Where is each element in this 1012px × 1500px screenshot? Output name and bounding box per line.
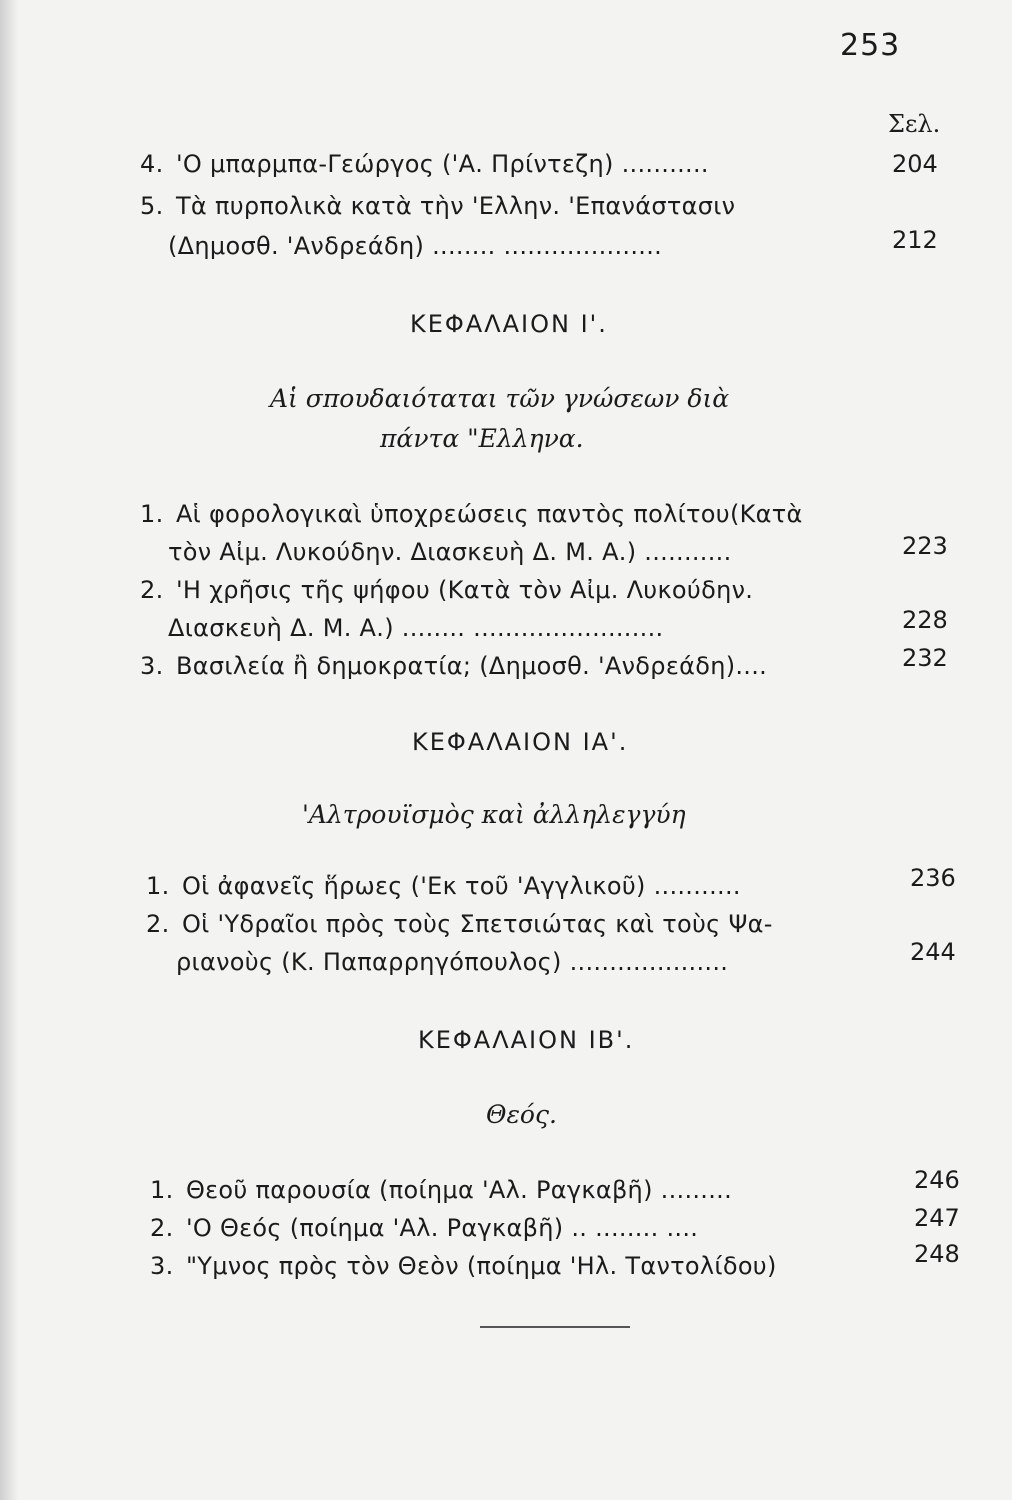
entry-text: 'Η χρῆσις τῆς ψήφου (Κατὰ τὸν Αἰμ. Λυκούδην. [175, 576, 754, 604]
chapter-subtitle: Θεός. [486, 1100, 557, 1129]
entry-page: 244 [910, 938, 956, 966]
entry-text: Αἱ φορολογικαὶ ὑποχρεώσεις παντὸς πολίτου(Κατὰ [175, 500, 803, 528]
entry-text: Θεοῦ παρουσία (ποίημα 'Αλ. Ραγκαβῆ) ......... [185, 1176, 733, 1204]
entry-page: 228 [902, 606, 948, 634]
entry-text: Βασιλεία ἢ δημοκρατία; (Δημοσθ. 'Ανδρεάδη).... [175, 652, 768, 680]
entry-page: 204 [892, 150, 938, 178]
toc-entry [140, 192, 735, 220]
chapter-heading: ΚΕΦΑΛΑΙΟΝ ΙΑ'. [412, 728, 629, 756]
scan-edge [0, 0, 18, 1500]
page-column-label: Σελ. [888, 110, 941, 138]
entry-number: 2. [140, 576, 164, 604]
entry-number: 1. [140, 500, 164, 528]
entry-page: 236 [910, 864, 956, 892]
entry-text: Οἱ 'Υδραῖοι πρὸς τοὺς Σπετσιώτας καὶ τοὺς Ψα- [181, 910, 773, 938]
entry-page: 248 [914, 1240, 960, 1268]
entry-text-continued: Διασκευὴ Δ. Μ. Α.) ........ ........................ [168, 614, 664, 642]
entry-text: 'Ο Θεός (ποίημα 'Αλ. Ραγκαβῆ) .. ........ .... [185, 1214, 699, 1242]
toc-entry [150, 1252, 777, 1280]
toc-entry [140, 150, 709, 178]
end-rule-divider [480, 1326, 630, 1328]
page-number: 253 [840, 28, 901, 63]
entry-text: 'Ο μπαρμπα-Γεώργος ('Α. Πρίντεζη) ........... [175, 150, 709, 178]
entry-text-continued: ριανοὺς (Κ. Παπαρρηγόπουλος) .................... [176, 948, 729, 976]
chapter-heading: ΚΕΦΑΛΑΙΟΝ Ι'. [410, 310, 608, 338]
entry-text-continued: (Δημοσθ. 'Ανδρεάδη) ........ .................... [168, 232, 663, 260]
entry-text: "Υμνος πρὸς τὸν Θεὸν (ποίημα 'Ηλ. Ταντολίδου) [185, 1252, 777, 1280]
entry-text: Τὰ πυρπολικὰ κατὰ τὴν 'Ελλην. 'Επανάστασιν [175, 192, 736, 220]
entry-page: 246 [914, 1166, 960, 1194]
toc-entry [146, 872, 741, 900]
entry-page: 232 [902, 644, 948, 672]
entry-number: 3. [150, 1252, 174, 1280]
toc-entry [150, 1214, 698, 1242]
entry-page: 223 [902, 532, 948, 560]
entry-number: 1. [150, 1176, 174, 1204]
entry-text: Οἱ ἀφανεῖς ἥρωες ('Εκ τοῦ 'Αγγλικοῦ) ........... [181, 872, 741, 900]
entry-number: 3. [140, 652, 164, 680]
chapter-subtitle: 'Αλτρουϊσμὸς καὶ ἀλληλεγγύη [302, 800, 686, 829]
toc-entry [146, 910, 773, 938]
entry-page: 247 [914, 1204, 960, 1232]
entry-text-continued: τὸν Αἰμ. Λυκούδην. Διασκευὴ Δ. Μ. Α.) ........... [168, 538, 732, 566]
toc-entry [150, 1176, 732, 1204]
entry-page: 212 [892, 226, 938, 254]
chapter-subtitle: Αἱ σπουδαιόταται τῶν γνώσεων διὰ [270, 384, 730, 413]
entry-number: 4. [140, 150, 164, 178]
entry-number: 1. [146, 872, 170, 900]
toc-entry [140, 576, 753, 604]
chapter-heading: ΚΕΦΑΛΑΙΟΝ ΙΒ'. [418, 1026, 635, 1054]
toc-entry [140, 500, 803, 528]
toc-entry [140, 652, 767, 680]
chapter-subtitle-line-2: πάντα "Ελληνα. [380, 424, 584, 453]
entry-number: 5. [140, 192, 164, 220]
entry-number: 2. [150, 1214, 174, 1242]
entry-number: 2. [146, 910, 170, 938]
